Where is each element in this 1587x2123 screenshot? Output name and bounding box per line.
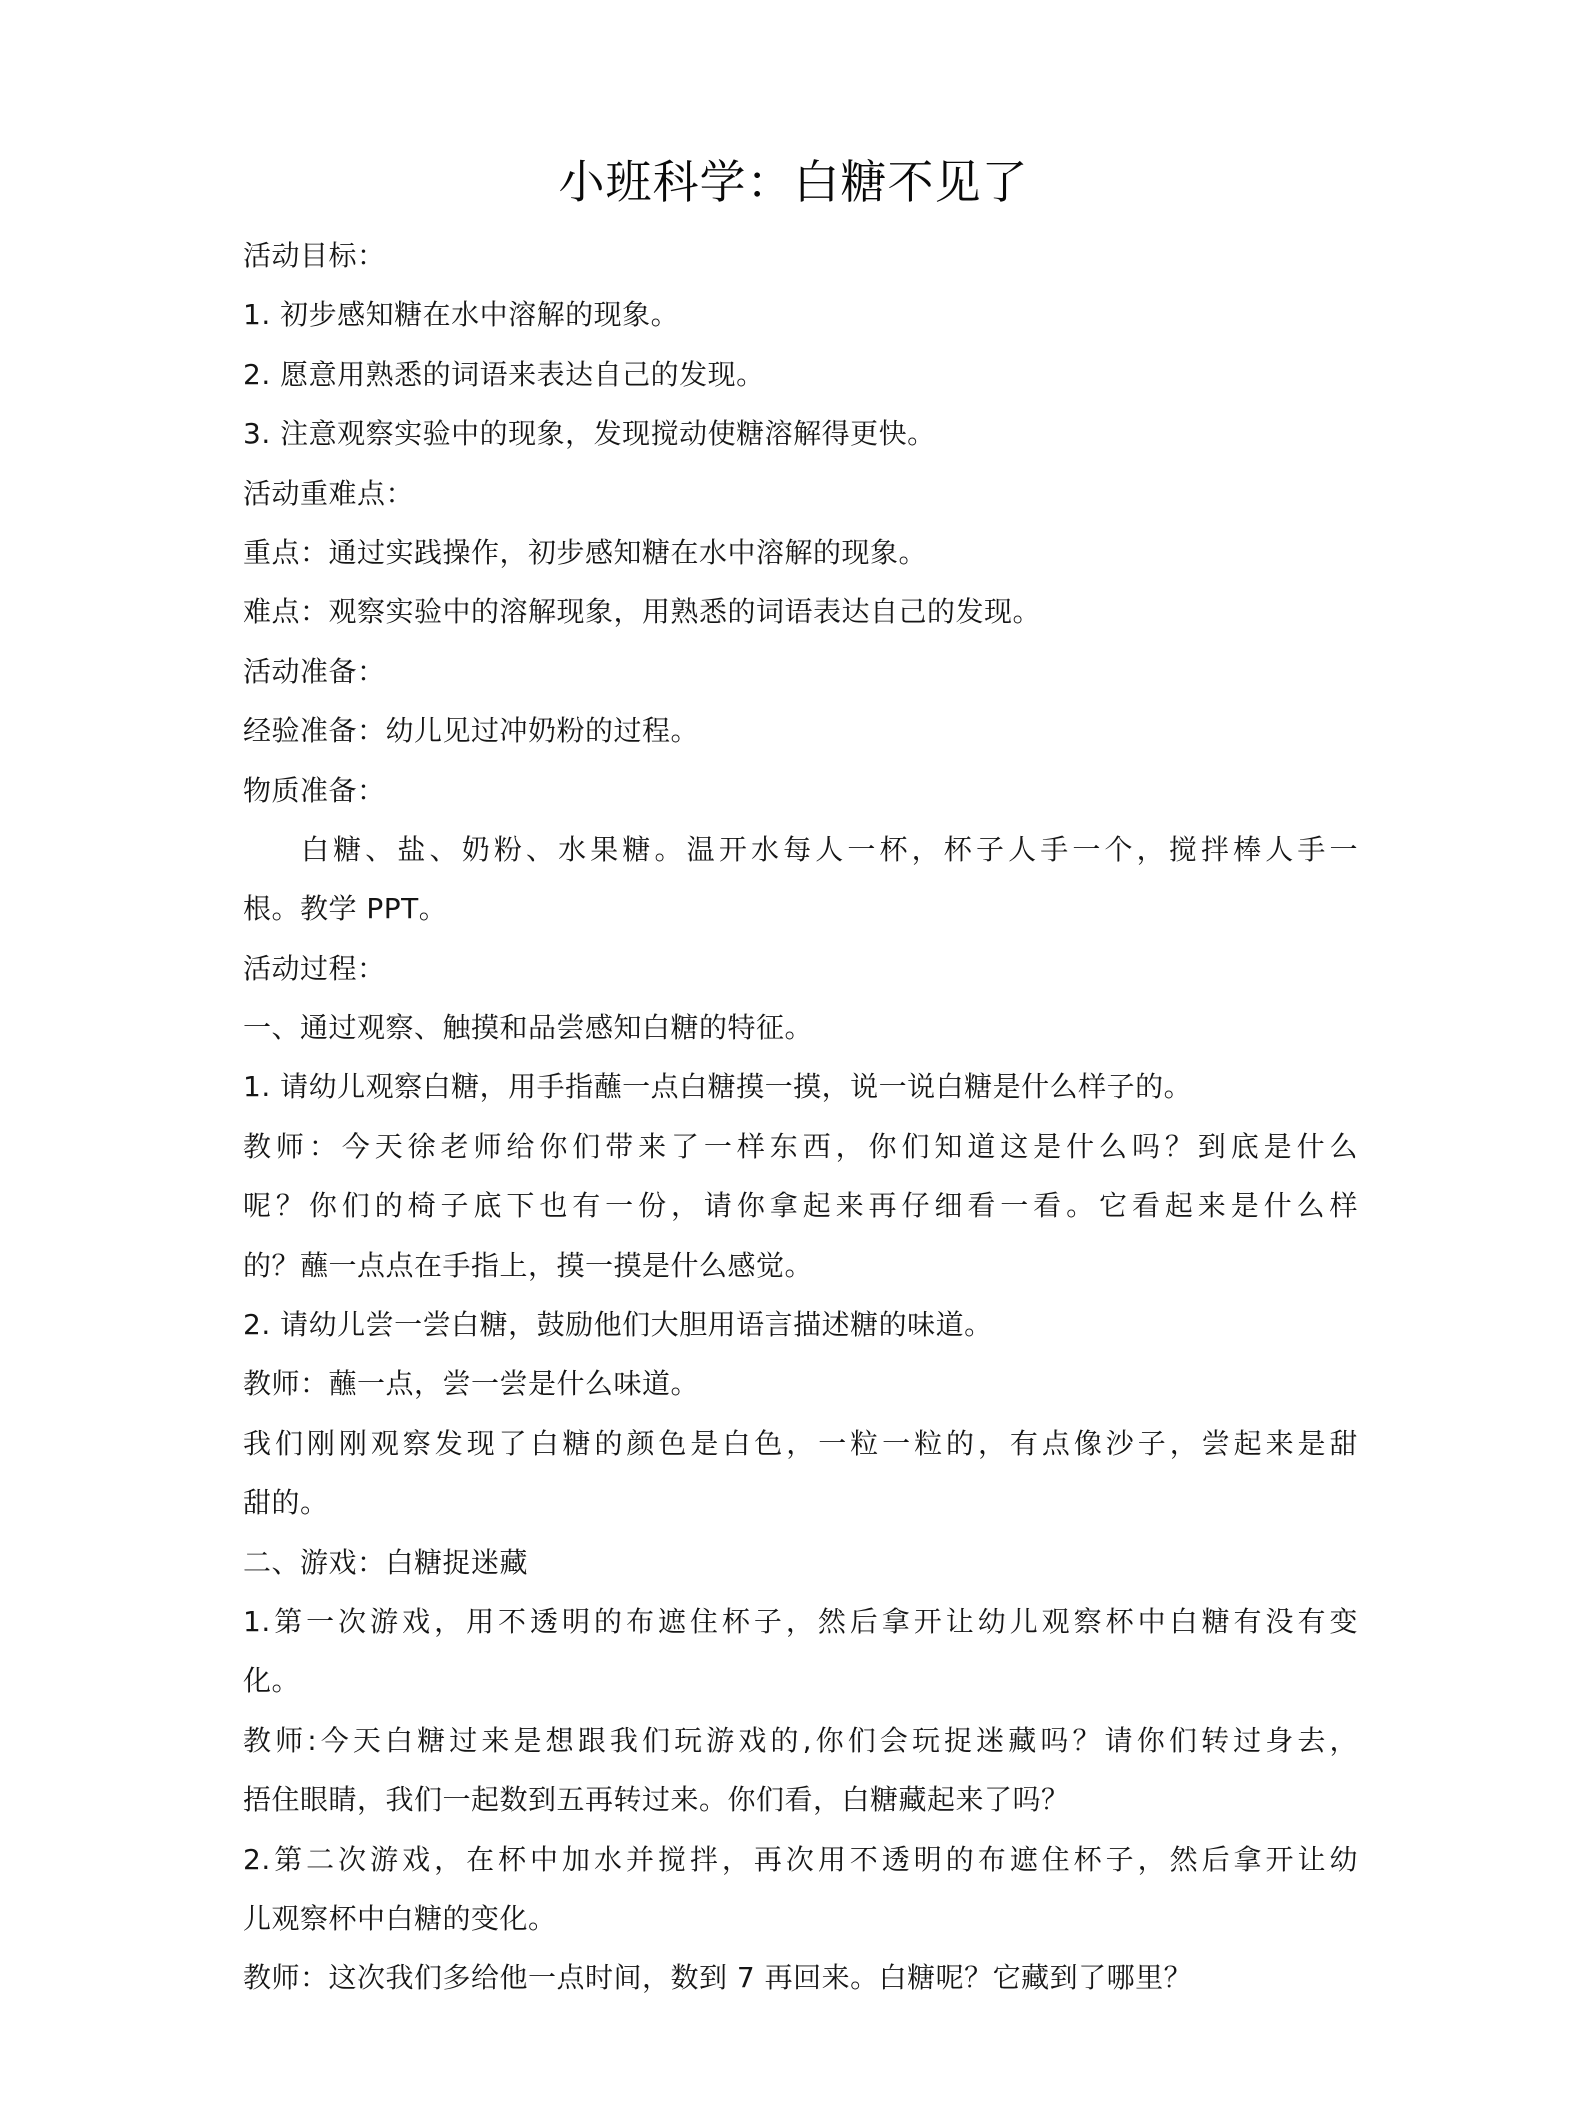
material-list-text: 白糖、盐、奶粉、水果糖。温开水每人一杯，杯子人手一个，搅拌棒人手一 bbox=[301, 832, 1358, 866]
material-list-text-continued: 根。教学 PPT。 bbox=[243, 892, 448, 926]
teacher-dialogue-continued: 捂住眼睛，我们一起数到五再转过来。你们看，白糖藏起来了吗？ bbox=[243, 1783, 1070, 1817]
process-substep: 1. 请幼儿观察白糖，用手指蘸一点白糖摸一摸，说一说白糖是什么样子的。 bbox=[243, 1070, 1193, 1104]
objective-item: 3. 注意观察实验中的现象，发现搅动使糖溶解得更快。 bbox=[243, 417, 936, 451]
process-step-heading: 二、游戏：白糖捉迷藏 bbox=[243, 1545, 529, 1579]
material-preparation-heading: 物质准备： bbox=[243, 773, 386, 807]
objective-item: 1. 初步感知糖在水中溶解的现象。 bbox=[243, 298, 680, 332]
process-step-heading: 一、通过观察、触摸和品尝感知白糖的特征。 bbox=[243, 1011, 814, 1045]
document-title: 小班科学：白糖不见了 bbox=[558, 155, 1029, 209]
game-round-description-continued: 化。 bbox=[243, 1664, 301, 1698]
difficulty-text: 难点：观察实验中的溶解现象，用熟悉的词语表达自己的发现。 bbox=[243, 595, 1042, 629]
teacher-dialogue: 教师：今天徐老师给你们带来了一样东西，你们知道这是什么吗？到底是什么 bbox=[243, 1129, 1358, 1163]
process-substep: 2. 请幼儿尝一尝白糖，鼓励他们大胆用语言描述糖的味道。 bbox=[243, 1308, 993, 1342]
section-heading-process: 活动过程： bbox=[243, 951, 386, 985]
game-round-description: 2.第二次游戏，在杯中加水并搅拌，再次用不透明的布遮住杯子，然后拿开让幼 bbox=[243, 1842, 1358, 1876]
summary-text-continued: 甜的。 bbox=[243, 1486, 329, 1520]
objective-item: 2. 愿意用熟悉的词语来表达自己的发现。 bbox=[243, 357, 765, 391]
section-heading-preparation: 活动准备： bbox=[243, 654, 386, 688]
game-round-description: 1.第一次游戏，用不透明的布遮住杯子，然后拿开让幼儿观察杯中白糖有没有变 bbox=[243, 1604, 1358, 1638]
teacher-dialogue: 教师：蘸一点，尝一尝是什么味道。 bbox=[243, 1367, 700, 1401]
experience-preparation-text: 经验准备：幼儿见过冲奶粉的过程。 bbox=[243, 714, 700, 748]
teacher-dialogue: 教师:今天白糖过来是想跟我们玩游戏的,你们会玩捉迷藏吗？请你们转过身去， bbox=[243, 1723, 1358, 1757]
teacher-dialogue: 教师：这次我们多给他一点时间，数到 7 再回来。白糖呢？它藏到了哪里？ bbox=[243, 1961, 1193, 1995]
summary-text: 我们刚刚观察发现了白糖的颜色是白色，一粒一粒的，有点像沙子，尝起来是甜 bbox=[243, 1426, 1358, 1460]
section-heading-objectives: 活动目标： bbox=[243, 239, 386, 272]
game-round-description-continued: 儿观察杯中白糖的变化。 bbox=[243, 1901, 557, 1935]
teacher-dialogue-continued: 呢？你们的椅子底下也有一份，请你拿起来再仔细看一看。它看起来是什么样 bbox=[243, 1189, 1358, 1223]
document-body bbox=[243, 226, 1358, 2008]
section-heading-key-points: 活动重难点： bbox=[243, 476, 415, 510]
key-point-text: 重点：通过实践操作，初步感知糖在水中溶解的现象。 bbox=[243, 535, 928, 569]
teacher-dialogue-continued: 的？蘸一点点在手指上，摸一摸是什么感觉。 bbox=[243, 1248, 814, 1282]
